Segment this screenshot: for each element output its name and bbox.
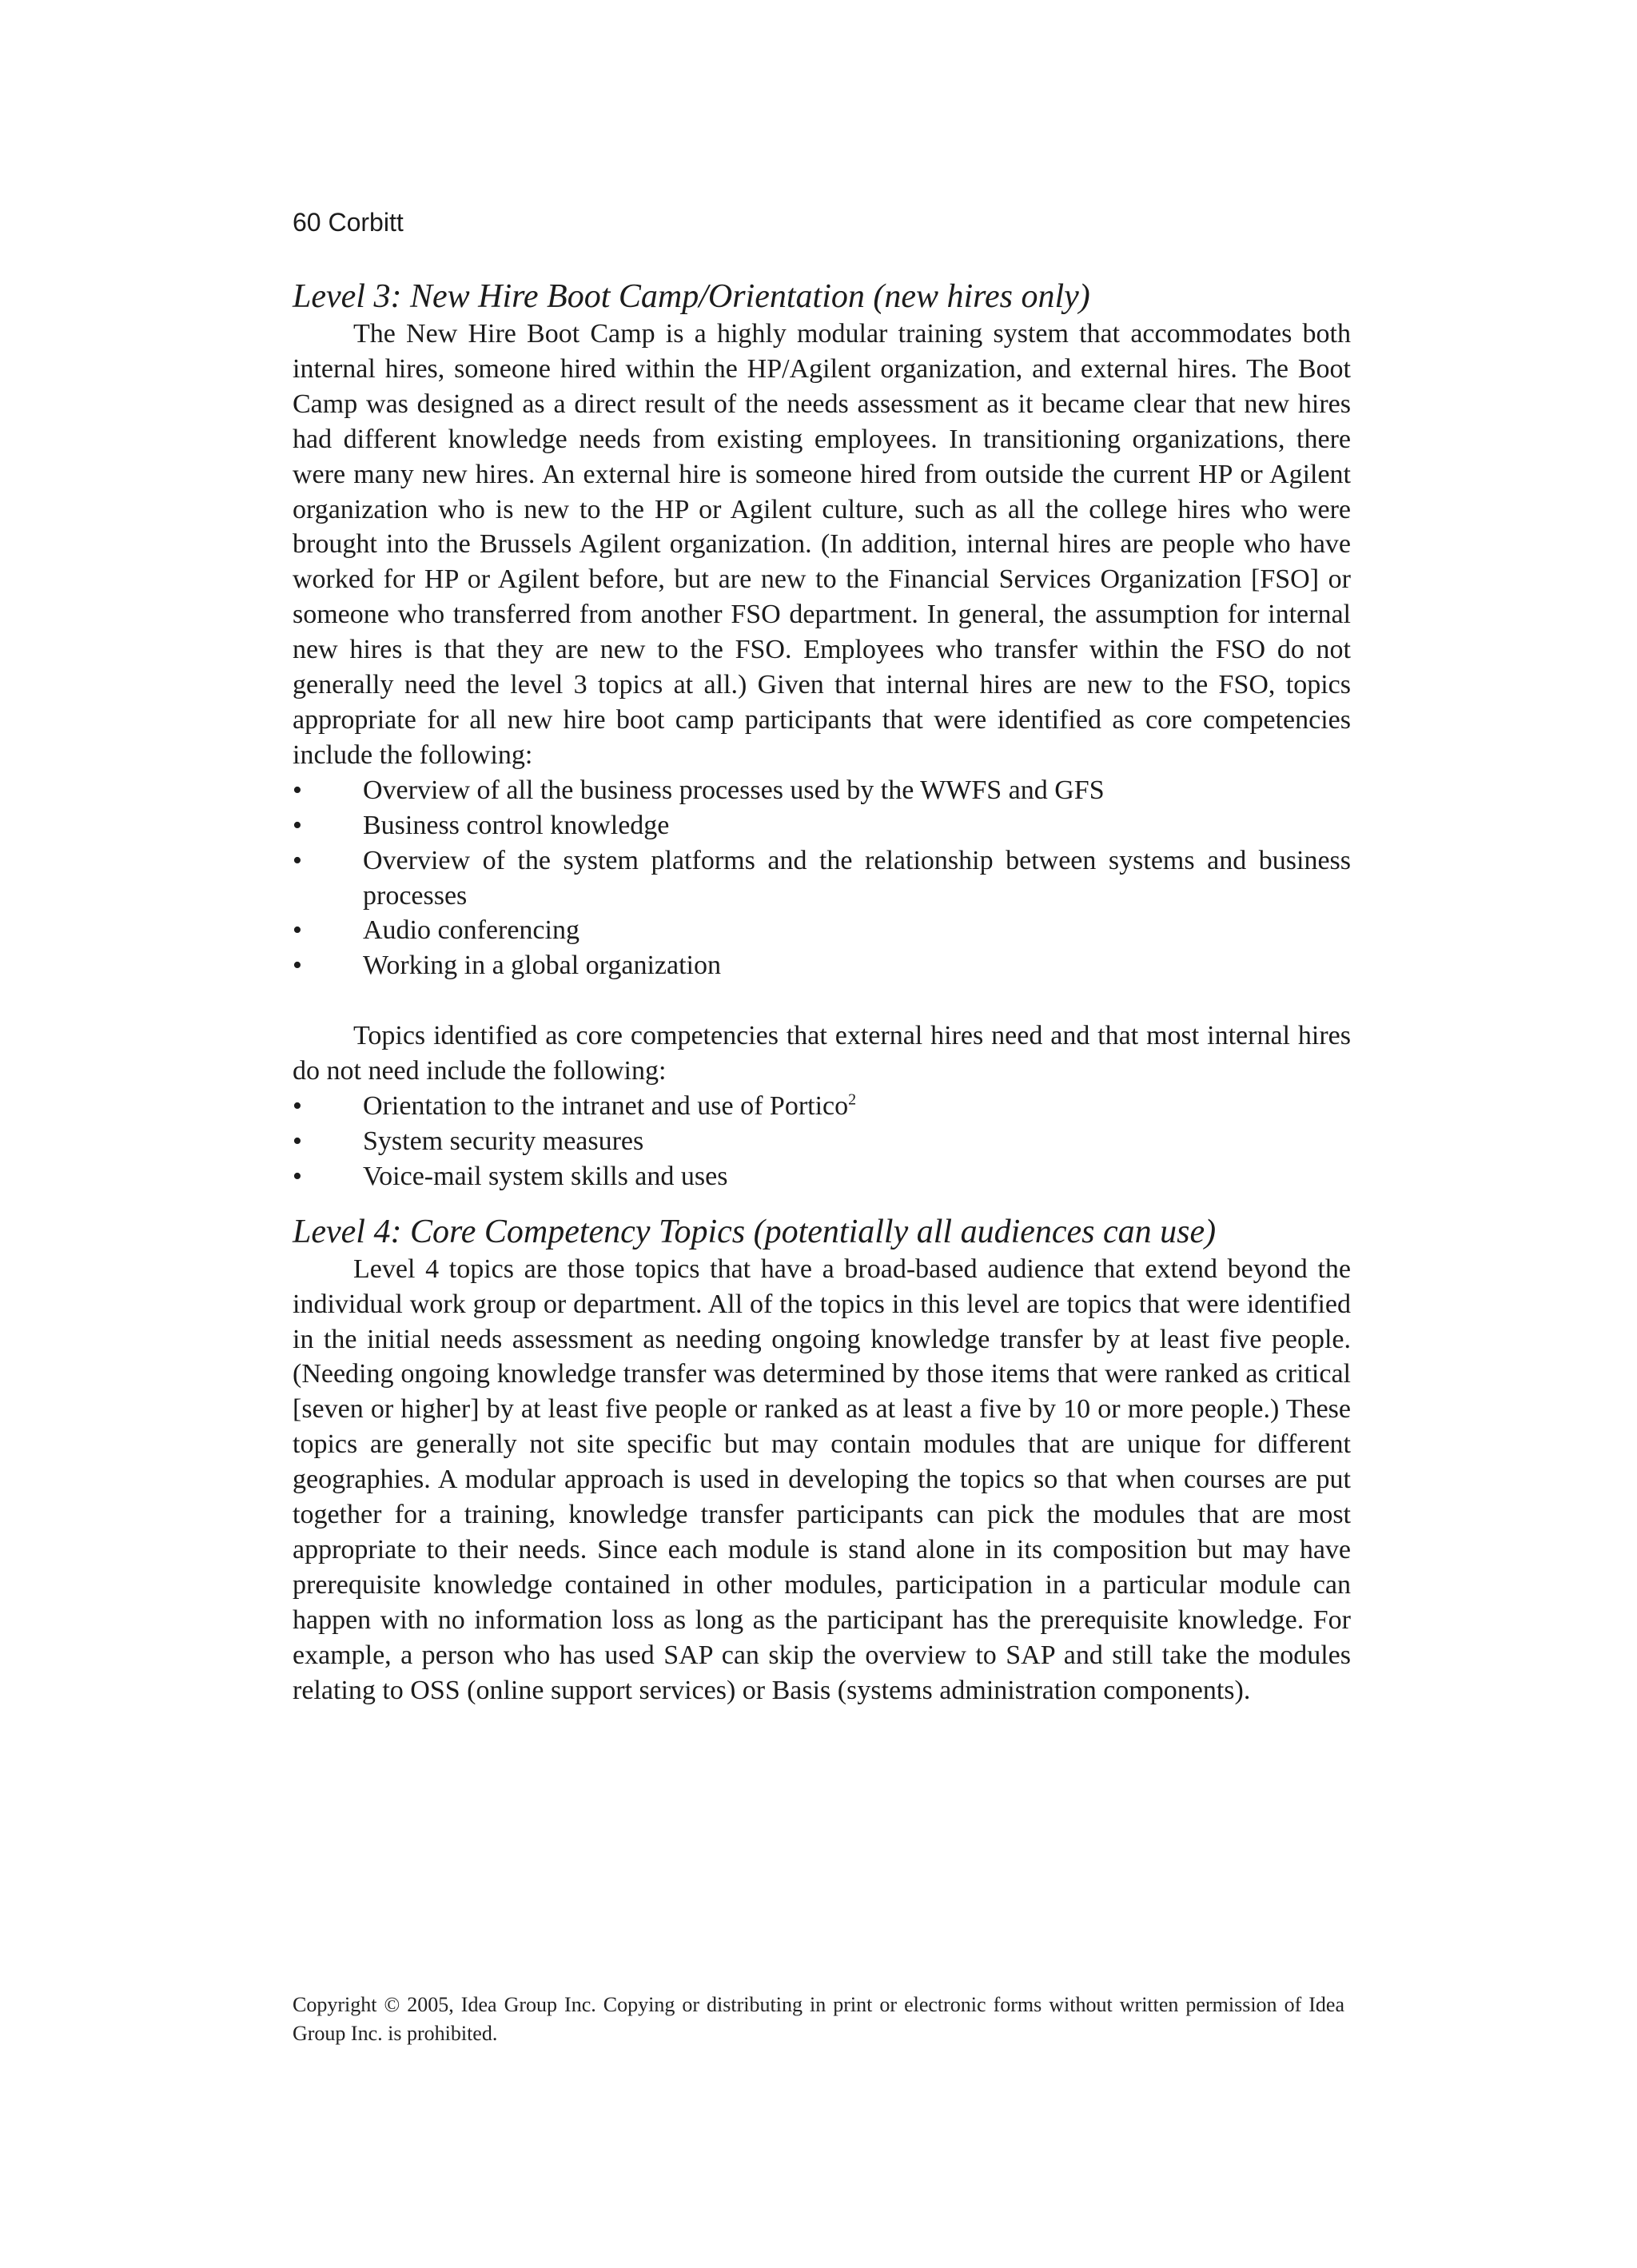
bullet-marker: • — [293, 1091, 302, 1122]
paragraph-external-hires: Topics identified as core competencies that external hires need and that most internal hires do not need include the following: — [293, 1021, 1351, 1086]
bullet-list-core-competencies — [293, 773, 1351, 983]
bullet-marker: • — [293, 1126, 302, 1156]
list-item: • Audio conferencing — [293, 913, 1351, 948]
bullet-marker: • — [293, 775, 302, 805]
list-item: • Overview of the system platforms and the relationship between systems and business processes — [293, 843, 1351, 914]
bullet-marker: • — [293, 845, 302, 875]
footnote-reference: 2 — [848, 1090, 857, 1109]
copyright-notice: Copyright © 2005, Idea Group Inc. Copying or distributing in print or electronic forms without written permission of Idea Group Inc. is prohibited. — [293, 1993, 1344, 2045]
list-item: • Orientation to the intranet and use of Portico$^2$ — [293, 1089, 1351, 1124]
list-item: • Voice-mail system skills and uses — [293, 1159, 1351, 1194]
paragraph-level-4-intro: Level 4 topics are those topics that have a broad-based audience that extend beyond the individual work group or department. All of the topics in this level are topics that were identified in the initial needs assessment as needing ongoing knowledge transfer by at least five people. (Needing ongoing knowledge transfer was determined by those items that were ranked as critical [seven or higher] by at least five people or ranked as at least a five by 10 or more people.) These topics are generally not site specific but may contain modules that are unique for different geographies. A modular approach is used in developing the topics so that when courses are put together for a training, knowledge transfer participants can pick the modules that are most appropriate to their needs. Since each module is stand alone in its composition but may have prerequisite knowledge contained in other modules, participation in a particular module can happen with no information loss as long as the participant has the prerequisite knowledge. For example, a person who has used SAP can skip the overview to SAP and still take the modules relating to OSS (online support services) or Basis (systems administration components). — [293, 1254, 1351, 1705]
bullet-marker: • — [293, 951, 302, 981]
section-heading-level-3: Level 3: New Hire Boot Camp/Orientation (new hires only) — [293, 278, 1090, 315]
section-heading-level-4: Level 4: Core Competency Topics (potentially all audiences can use) — [293, 1213, 1217, 1250]
list-item: • Working in a global organization — [293, 948, 1351, 983]
bullet-list-external-hires — [293, 1089, 1351, 1194]
page-content — [293, 206, 1351, 1708]
list-item: • System security measures — [293, 1124, 1351, 1159]
bullet-marker: • — [293, 915, 302, 946]
spacer — [293, 1194, 1351, 1212]
bullet-marker: • — [293, 1161, 302, 1191]
list-item: • Overview of all the business processes used by the WWFS and GFS — [293, 773, 1351, 808]
list-item: • Business control knowledge — [293, 808, 1351, 843]
spacer — [293, 983, 1351, 1018]
bullet-marker: • — [293, 810, 302, 840]
running-head: 60 Corbitt — [293, 208, 404, 237]
paragraph-level-3-intro: The New Hire Boot Camp is a highly modular training system that accommodates both internal hires, someone hired within the HP/Agilent organization, and external hires. The Boot Camp was designed as a direct result of the needs assessment as it became clear that new hires had different knowledge needs from existing employees. In transitioning organizations, there were many new hires. An external hire is someone hired from outside the current HP or Agilent organization who is new to the HP or Agilent culture, such as all the college hires who were brought into the Brussels Agilent organization. (In addition, internal hires are people who have worked for HP or Agilent before, but are new to the Financial Services Organization [FSO] or someone who transferred from another FSO department. In general, the assumption for internal new hires is that they are new to the FSO. Employees who transfer within the FSO do not generally need the level 3 topics at all.) Given that internal hires are new to the FSO, topics appropriate for all new hire boot camp participants that were identified as core competencies include the following: — [293, 319, 1351, 770]
